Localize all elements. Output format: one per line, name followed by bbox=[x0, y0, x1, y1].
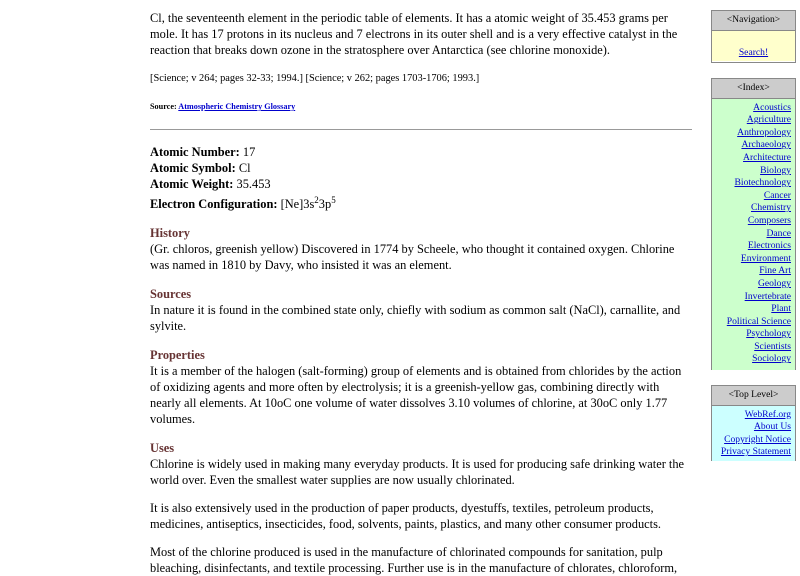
history-heading: History bbox=[150, 226, 190, 240]
econf-p-exp: 5 bbox=[331, 195, 336, 205]
index-list bbox=[712, 99, 795, 370]
uses-text-3: Most of the chlorine produced is used in the manufacture of chlorinated compounds for sanitation, pulp bleaching, disinfectants, and textile processing. Further use is in the manufacture of chlorates, chloroform, bbox=[150, 545, 678, 575]
top-link-webref[interactable]: WebRef.org bbox=[744, 408, 791, 420]
uses-heading: Uses bbox=[150, 441, 175, 455]
section-uses bbox=[150, 440, 692, 576]
index-link-plant[interactable]: Plant bbox=[771, 303, 791, 315]
section-history bbox=[150, 225, 692, 273]
index-box bbox=[711, 78, 796, 370]
atomic-number bbox=[150, 144, 692, 160]
atomic-weight-label: Atomic Weight: bbox=[150, 177, 234, 191]
atomic-weight bbox=[150, 176, 692, 192]
references: [Science; v 264; pages 32-33; 1994.] [Science; v 262; pages 1703-1706; 1993.] bbox=[150, 73, 480, 84]
index-link-cancer[interactable]: Cancer bbox=[763, 189, 791, 201]
section-properties bbox=[150, 347, 692, 427]
source-line bbox=[150, 101, 692, 112]
uses-text-2: It is also extensively used in the production of paper products, dyestuffs, textiles, petroleum products, medicines, antiseptics, insecticides, food, solvents, paints, plastics, and many other consumer products. bbox=[150, 501, 662, 531]
search-link[interactable]: Search! bbox=[738, 47, 769, 58]
atomic-weight-value: 35.453 bbox=[236, 177, 271, 191]
top-level-list bbox=[712, 406, 795, 461]
index-link-architecture[interactable]: Architecture bbox=[743, 151, 791, 163]
atomic-symbol-label: Atomic Symbol: bbox=[150, 161, 236, 175]
properties-heading: Properties bbox=[150, 348, 205, 362]
properties-text: It is a member of the halogen (salt-forming) group of elements and is obtained from chlorides by the action of oxidizing agents and more often by electrolysis; it is a greenish-yellow gas, combining directly with nearly all elements. At 10oC one volume of water dissolves 3.10 volumes of chlorine, at 30oC only 1.77 volumes. bbox=[150, 364, 682, 426]
index-link-political-science[interactable]: Political Science bbox=[726, 315, 791, 327]
sources-heading: Sources bbox=[150, 287, 192, 301]
index-link-dance[interactable]: Dance bbox=[766, 227, 791, 239]
top-level-header: <Top Level> bbox=[712, 386, 795, 406]
sources-text: In nature it is found in the combined state only, chiefly with sodium as common salt (NaCl), carnallite, and sylvite. bbox=[150, 303, 681, 333]
atomic-symbol-value: Cl bbox=[238, 161, 251, 175]
index-link-environment[interactable]: Environment bbox=[740, 252, 791, 264]
econf-base: [Ne]3s bbox=[280, 197, 315, 211]
index-link-anthropology[interactable]: Anthropology bbox=[737, 126, 791, 138]
top-link-about-us[interactable]: About Us bbox=[753, 421, 791, 433]
index-link-fine-art[interactable]: Fine Art bbox=[759, 265, 791, 277]
econf-label: Electron Configuration: bbox=[150, 197, 278, 211]
section-sources bbox=[150, 286, 692, 334]
index-link-invertebrate[interactable]: Invertebrate bbox=[744, 290, 791, 302]
index-link-chemistry[interactable]: Chemistry bbox=[751, 202, 791, 214]
main-content bbox=[150, 10, 692, 576]
source-link[interactable]: Atmospheric Chemistry Glossary bbox=[178, 102, 296, 111]
atomic-number-label: Atomic Number: bbox=[150, 145, 240, 159]
index-link-geology[interactable]: Geology bbox=[757, 277, 791, 289]
intro-paragraph: Cl, the seventeenth element in the periodic table of elements. It has a atomic weight of 35.453 grams per mole. It has 17 protons in its nucleus and 7 electrons in its outer shell and is a very effective catalyst in the reaction that breaks down ozone in the stratosphere over Antarctica (see chlorine monoxide). bbox=[150, 11, 678, 57]
top-link-privacy-statement[interactable]: Privacy Statement bbox=[720, 446, 791, 458]
index-link-biology[interactable]: Biology bbox=[760, 164, 791, 176]
navigation-header: <Navigation> bbox=[712, 11, 795, 31]
element-facts bbox=[150, 144, 692, 212]
divider bbox=[150, 129, 692, 130]
index-link-sociology[interactable]: Sociology bbox=[752, 353, 791, 365]
atomic-number-value: 17 bbox=[242, 145, 256, 159]
index-header: <Index> bbox=[712, 79, 795, 99]
index-link-archaeology[interactable]: Archaeology bbox=[741, 139, 791, 151]
index-link-composers[interactable]: Composers bbox=[747, 214, 791, 226]
index-link-acoustics[interactable]: Acoustics bbox=[753, 101, 791, 113]
top-level-box bbox=[711, 385, 796, 461]
econf-s-exp: 2 bbox=[314, 195, 319, 205]
index-link-biotechnology[interactable]: Biotechnology bbox=[734, 177, 791, 189]
electron-configuration bbox=[150, 196, 692, 212]
navigation-body bbox=[712, 31, 795, 61]
history-text: (Gr. chloros, greenish yellow) Discovered in 1774 by Scheele, who thought it contained oxygen. Chlorine was named in 1810 by Davy, who insisted it was an element. bbox=[150, 242, 675, 272]
index-link-psychology[interactable]: Psychology bbox=[746, 328, 791, 340]
atomic-symbol bbox=[150, 160, 692, 176]
navigation-box bbox=[711, 10, 796, 63]
top-link-copyright-notice[interactable]: Copyright Notice bbox=[724, 433, 791, 445]
econf-p: 3p bbox=[318, 197, 332, 211]
index-link-scientists[interactable]: Scientists bbox=[754, 340, 791, 352]
source-label: Source: bbox=[150, 102, 177, 111]
index-link-agriculture[interactable]: Agriculture bbox=[746, 114, 791, 126]
index-link-electronics[interactable]: Electronics bbox=[747, 240, 791, 252]
uses-text-1: Chlorine is widely used in making many everyday products. It is used for producing safe drinking water the world over. Even the smallest water supplies are now usually chlorinated. bbox=[150, 457, 685, 487]
